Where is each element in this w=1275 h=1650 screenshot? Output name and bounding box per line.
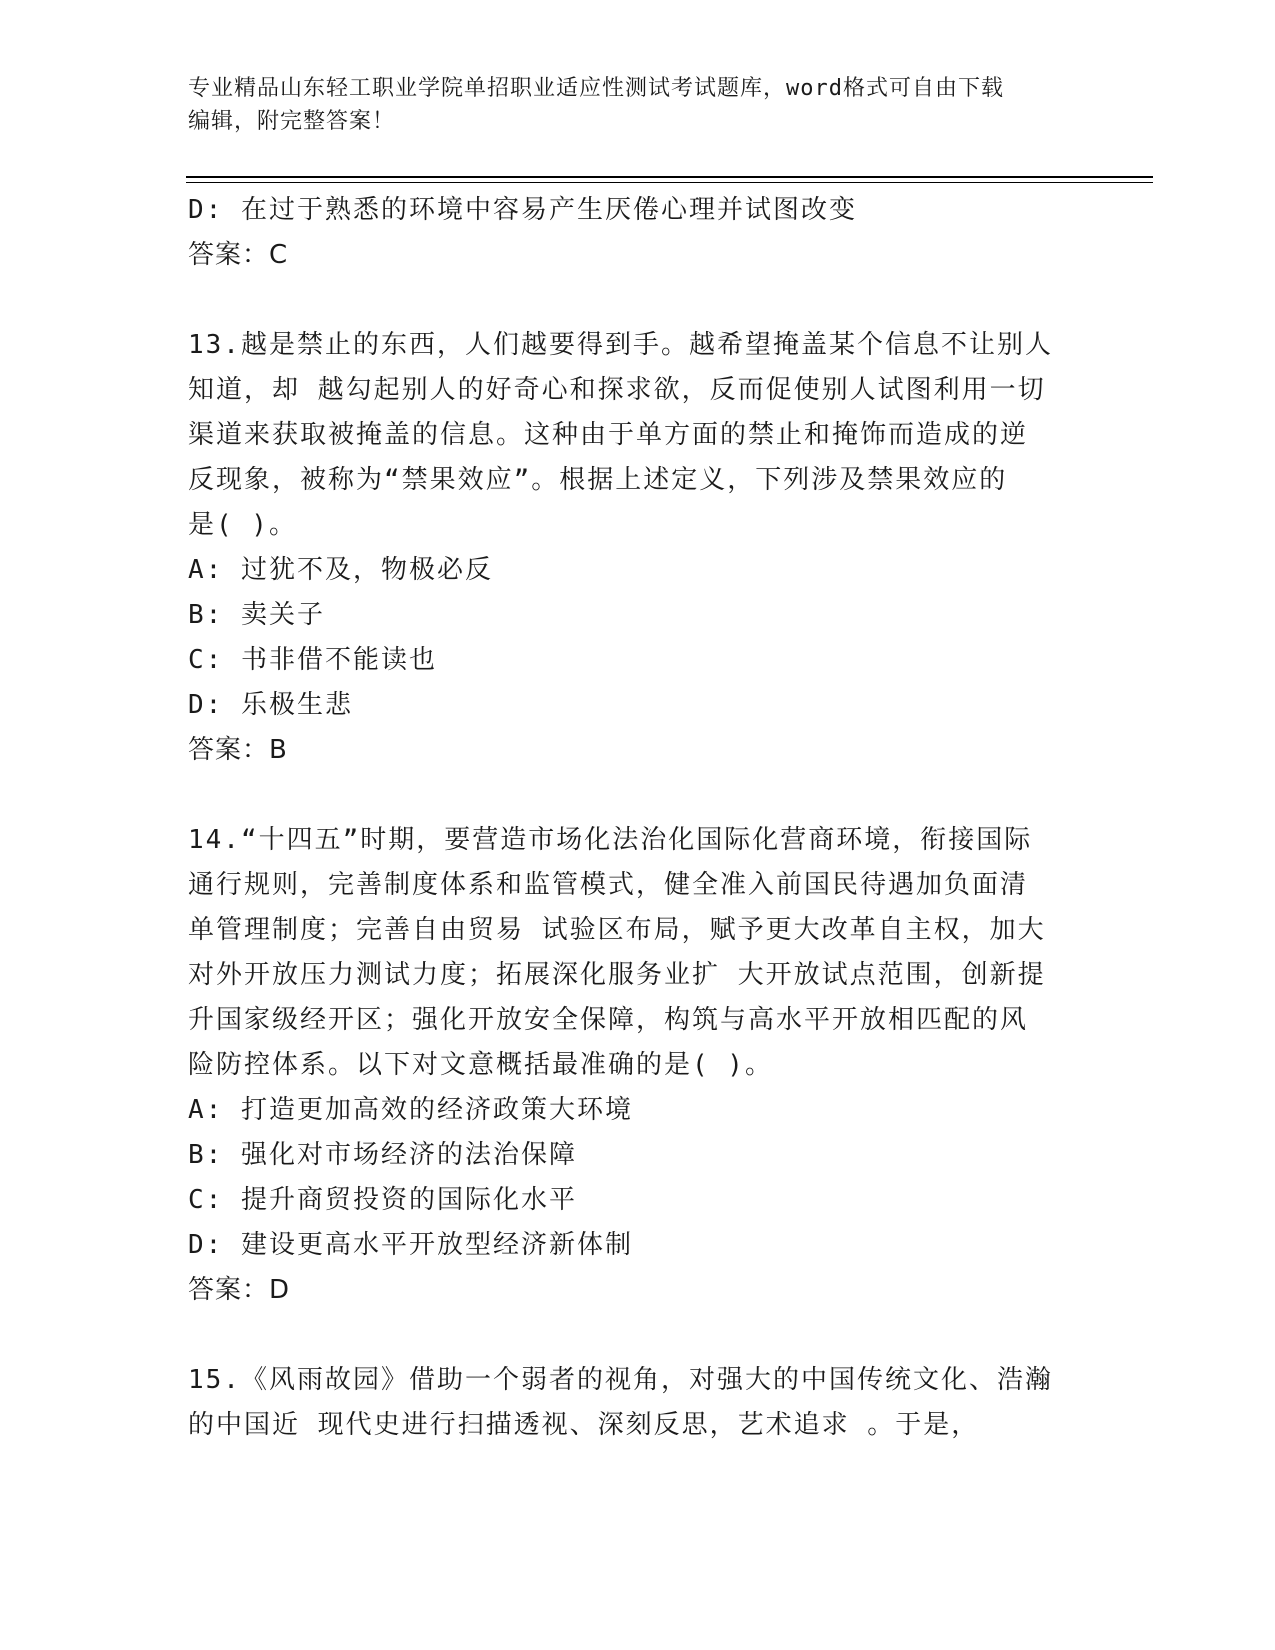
spacer <box>188 278 1088 323</box>
question-text-line: 险防控体系。以下对文意概括最准确的是( )。 <box>188 1050 773 1080</box>
answer-line: 答案：B <box>188 735 288 765</box>
spacer <box>188 773 1088 818</box>
option-d: D: 在过于熟悉的环境中容易产生厌倦心理并试图改变 <box>188 195 857 225</box>
option-c: C: 书非借不能读也 <box>188 645 437 675</box>
spacer <box>188 1313 1088 1358</box>
answer-line: 答案：C <box>188 240 289 270</box>
option-a: A: 打造更加高效的经济政策大环境 <box>188 1095 633 1125</box>
question-text-line: 升国家级经开区；强化开放安全保障，构筑与高水平开放相匹配的风 <box>188 1005 1029 1035</box>
question-text-line: 知道，却 越勾起别人的好奇心和探求欲，反而促使别人试图利用一切 <box>188 375 1046 405</box>
question-content <box>188 188 1088 1448</box>
question-text-line: 是( )。 <box>188 510 297 540</box>
option-b: B: 卖关子 <box>188 600 325 630</box>
question-text-line: 的中国近 现代史进行扫描透视、深刻反思，艺术追求 。于是， <box>188 1410 980 1440</box>
option-b: B: 强化对市场经济的法治保障 <box>188 1140 577 1170</box>
question-text-line: 渠道来获取被掩盖的信息。这种由于单方面的禁止和掩饰而造成的逆 <box>188 420 1029 450</box>
question-text-line: 通行规则，完善制度体系和监管模式，健全准入前国民待遇加负面清 <box>188 870 1029 900</box>
option-d: D: 建设更高水平开放型经济新体制 <box>188 1230 633 1260</box>
question-text-line: 13.越是禁止的东西，人们越要得到手。越希望掩盖某个信息不让别人 <box>188 330 1053 360</box>
answer-line: 答案：D <box>188 1275 291 1305</box>
header-line-1: 专业精品山东轻工职业学院单招职业适应性测试考试题库，word格式可自由下载 <box>188 76 1004 101</box>
question-13 <box>188 323 1088 773</box>
question-12-tail <box>188 188 1088 278</box>
question-15 <box>188 1358 1088 1448</box>
option-d: D: 乐极生悲 <box>188 690 353 720</box>
question-14 <box>188 818 1088 1313</box>
option-a: A: 过犹不及，物极必反 <box>188 555 493 585</box>
question-text-line: 14.“十四五”时期，要营造市场化法治化国际化营商环境，衔接国际 <box>188 825 1033 855</box>
header-line-2: 编辑，附完整答案！ <box>188 109 396 134</box>
header-divider-thick <box>186 176 1153 178</box>
page-header-note <box>188 72 1068 138</box>
header-divider-thin <box>186 182 1153 183</box>
option-c: C: 提升商贸投资的国际化水平 <box>188 1185 577 1215</box>
question-text-line: 15.《风雨故园》借助一个弱者的视角，对强大的中国传统文化、浩瀚 <box>188 1365 1053 1395</box>
question-text-line: 单管理制度；完善自由贸易 试验区布局，赋予更大改革自主权，加大 <box>188 915 1046 945</box>
question-text-line: 反现象，被称为“禁果效应”。根据上述定义，下列涉及禁果效应的 <box>188 465 1008 495</box>
question-text-line: 对外开放压力测试力度；拓展深化服务业扩 大开放试点范围，创新提 <box>188 960 1046 990</box>
